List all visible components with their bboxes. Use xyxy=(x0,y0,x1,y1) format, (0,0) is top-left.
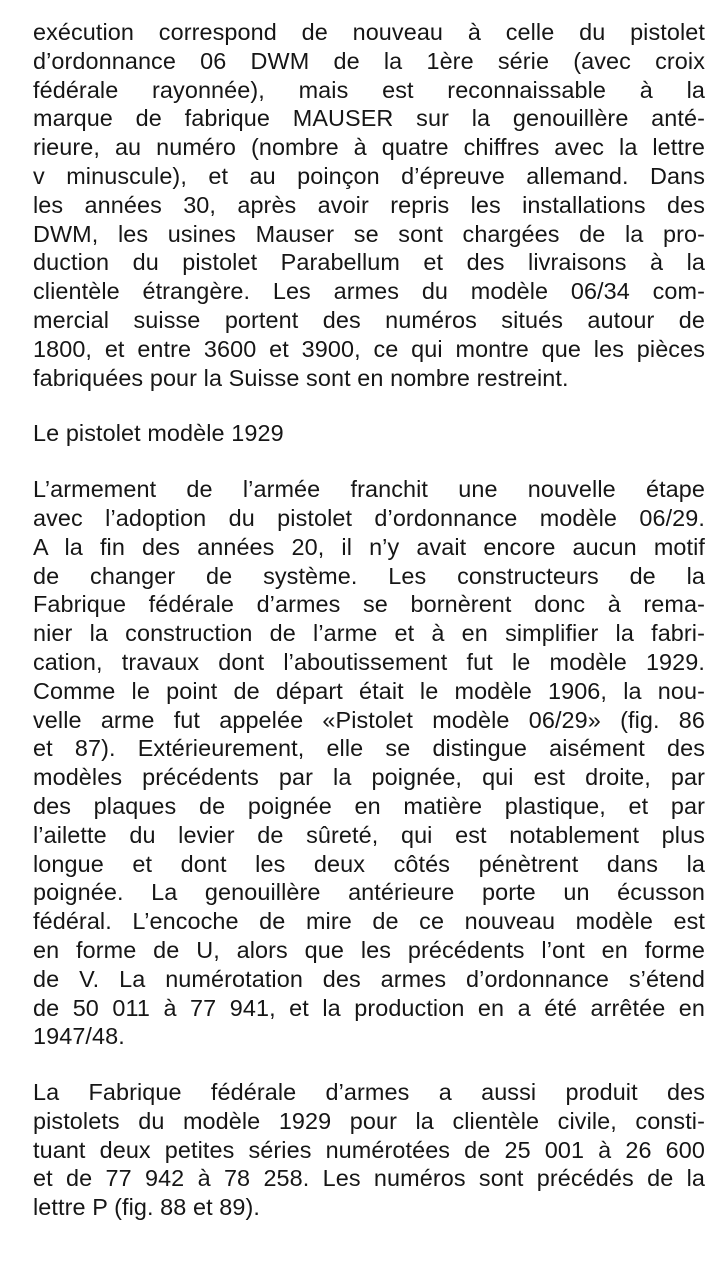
text-line: les années 30, après avoir repris les installations des xyxy=(33,191,705,218)
text-line: fabriquées pour la Suisse sont en nombre restreint. xyxy=(33,364,569,391)
text-line: longue et dont les deux côtés pénètrent dans la xyxy=(33,850,705,877)
text-line: fédérale rayonnée), mais est reconnaissable à la xyxy=(33,76,705,103)
text-line: exécution correspond de nouveau à celle du pistolet xyxy=(33,19,705,45)
paragraph-spacer xyxy=(33,1051,705,1078)
text-line: duction du pistolet Parabellum et des livraisons à la xyxy=(33,249,705,276)
text-line: et de 77 942 à 78 258. Les numéros sont précédés de la xyxy=(33,1165,705,1192)
text-line: de V. La numérotation des armes d’ordonnance s’étend xyxy=(33,965,705,992)
paragraph-civil-series xyxy=(33,1078,705,1222)
text-line: cation, travaux dont l’aboutissement fut le modèle 1929. xyxy=(33,648,705,675)
text-line: de changer de système. Les constructeurs de la xyxy=(33,562,705,589)
text-line: A la fin des années 20, il n’y avait encore aucun motif xyxy=(33,533,705,560)
text-line: clientèle étrangère. Les armes du modèle 06/34 com- xyxy=(33,278,705,305)
text-line: 1800, et entre 3600 et 3900, ce qui montre que les pièces xyxy=(33,335,705,362)
text-line: l’ailette du levier de sûreté, qui est notablement plus xyxy=(33,821,705,848)
paragraph-spacer xyxy=(33,448,705,475)
text-line: de 50 011 à 77 941, et la production en a été arrêtée en xyxy=(33,994,705,1021)
text-line: Comme le point de départ était le modèle 1906, la nou- xyxy=(33,677,705,704)
text-line: La Fabrique fédérale d’armes a aussi produit des xyxy=(33,1079,705,1106)
section-heading xyxy=(33,419,705,448)
text-line: v minuscule), et au poinçon d’épreuve allemand. Dans xyxy=(33,162,705,189)
text-line: nier la construction de l’arme et à en simplifier la fabri- xyxy=(33,620,705,647)
text-line: mercial suisse portent des numéros situés autour de xyxy=(33,306,705,333)
text-line: Fabrique fédérale d’armes se bornèrent donc à rema- xyxy=(33,591,705,618)
text-line: 1947/48. xyxy=(33,1023,125,1050)
paragraph-spacer xyxy=(33,392,705,419)
text-line: marque de fabrique MAUSER sur la genouillère anté- xyxy=(33,105,705,132)
text-line: pistolets du modèle 1929 pour la clientèle civile, consti- xyxy=(33,1107,705,1134)
text-line: fédéral. L’encoche de mire de ce nouveau modèle est xyxy=(33,908,705,935)
document-page xyxy=(33,18,705,1222)
text-line: modèles précédents par la poignée, qui est droite, par xyxy=(33,764,705,791)
text-line: tuant deux petites séries numérotées de 25 001 à 26 600 xyxy=(33,1136,705,1163)
section-heading-text: Le pistolet modèle 1929 xyxy=(33,420,284,447)
text-line: poignée. La genouillère antérieure porte un écusson xyxy=(33,879,705,906)
text-line: DWM, les usines Mauser se sont chargées de la pro- xyxy=(33,220,705,247)
text-line: velle arme fut appelée «Pistolet modèle 06/29» (fig. 86 xyxy=(33,706,705,733)
paragraph-mauser-commercial xyxy=(33,18,705,392)
text-line: des plaques de poignée en matière plastique, et par xyxy=(33,792,705,819)
text-line: d’ordonnance 06 DWM de la 1ère série (avec croix xyxy=(33,47,705,74)
text-line: rieure, au numéro (nombre à quatre chiffres avec la lettre xyxy=(33,134,705,161)
text-line: en forme de U, alors que les précédents l’ont en forme xyxy=(33,936,705,963)
text-line: et 87). Extérieurement, elle se distingue aisément des xyxy=(33,735,705,762)
text-line: L’armement de l’armée franchit une nouvelle étape xyxy=(33,476,705,503)
text-line: lettre P (fig. 88 et 89). xyxy=(33,1194,260,1221)
paragraph-model-1929 xyxy=(33,475,705,1051)
text-line: avec l’adoption du pistolet d’ordonnance modèle 06/29. xyxy=(33,504,705,531)
